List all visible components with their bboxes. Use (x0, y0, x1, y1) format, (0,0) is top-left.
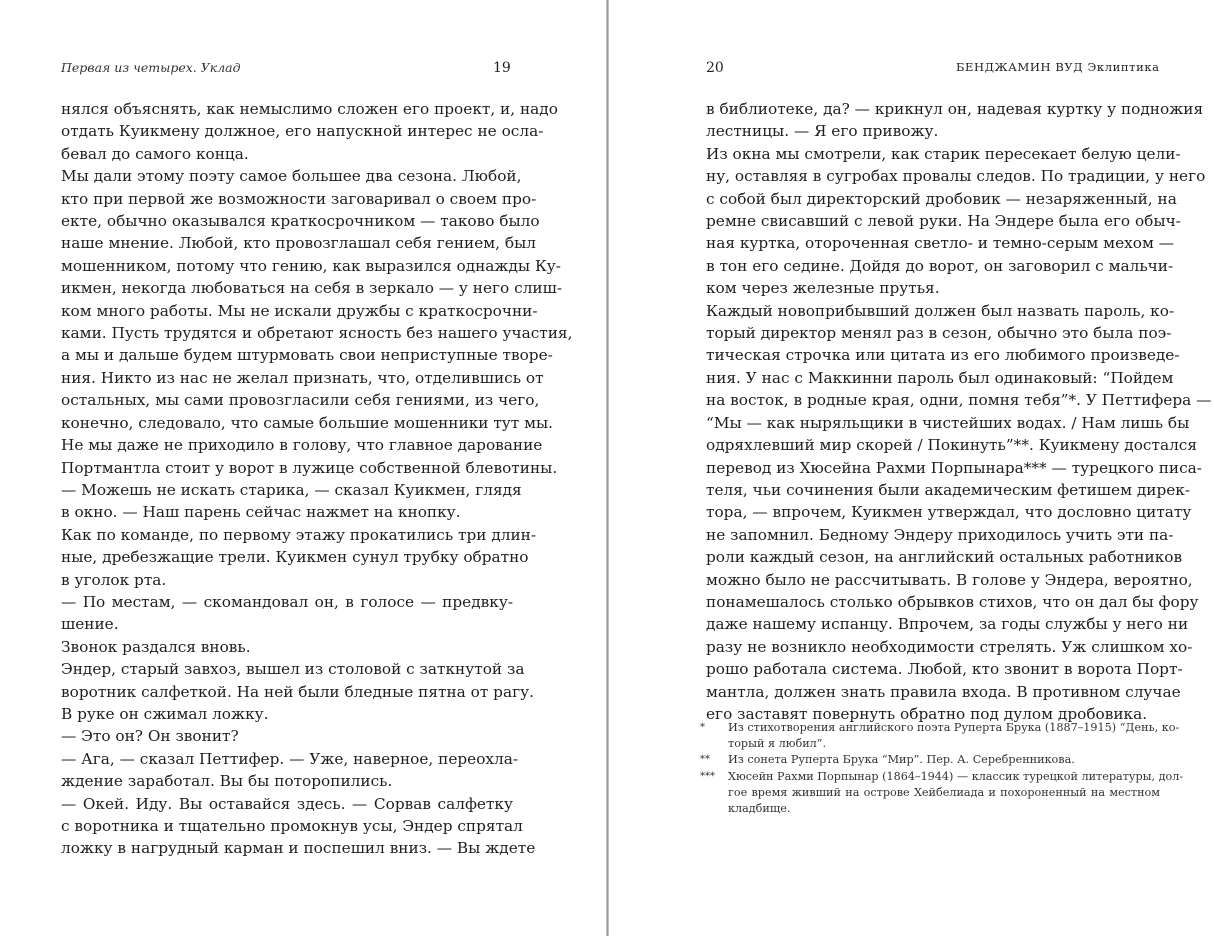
text-line: ные, дребезжащие трели. Куикмен сунул трубку обратно (61, 548, 529, 567)
footnote (700, 720, 1180, 752)
text-line: Мы дали этому поэту самое большее два сезона. Любой, (61, 167, 522, 186)
text-line: Портмантла стоит у ворот в лужице собственной блевотины. (61, 458, 558, 477)
text-line: ложку в нагрудный карман и поспешил вниз. — Вы ждете (61, 839, 536, 858)
text-line: ну, оставляя в сугробах провалы следов. По традиции, у него (706, 167, 1206, 186)
text-line: отдать Куикмену должное, его напускной интерес не осла- (61, 122, 544, 141)
text-line: Звонок раздался вновь. (61, 637, 251, 656)
text-line: Как по команде, по первому этажу прокатились три длин- (61, 525, 537, 544)
text-line: — Можешь не искать старика, — сказал Куикмен, глядя (61, 480, 522, 499)
text-line: Каждый новоприбывший должен был назвать пароль, ко- (706, 301, 1175, 320)
page-number-left: 19 (493, 60, 511, 76)
text-line: теля, чьи сочинения были академическим фетишем дирек- (706, 480, 1191, 499)
page-number-right: 20 (706, 60, 724, 76)
text-line: понамешалось столько обрывков стихов, что он дал бы фору (706, 592, 1199, 611)
footnote-line: Хюсейн Рахми Порпынар (1864–1944) — классик турецкой литературы, дол- (728, 769, 1184, 783)
text-line: В руке он сжимал ложку. (61, 704, 269, 723)
text-line: торый директор менял раз в сезон, обычно это была поэ- (706, 324, 1172, 343)
text-line: тическая строчка или цитата из его любимого произведе- (706, 346, 1180, 365)
body-text-left (61, 98, 573, 860)
text-line: разу не возникло необходимости стрелять. Уж слишком хо- (706, 637, 1193, 656)
text-line: кто при первой же возможности заговаривал о своем про- (61, 189, 537, 208)
text-line: ждение заработал. Вы бы поторопились. (61, 772, 393, 791)
footnote-line: Из сонета Руперта Брука “Мир”. Пер. А. Серебренникова. (728, 753, 1075, 767)
running-head-left: Первая из четырех. Уклад (61, 60, 241, 75)
text-line: его заставят повернуть обратно под дулом дробовика. (706, 704, 1148, 723)
text-line: остальных, мы сами провозгласили себя гениями, из чего, (61, 391, 540, 410)
text-line: шение. (61, 615, 119, 634)
text-line: ками. Пусть трудятся и обретают ясность без нашего участия, (61, 324, 573, 343)
text-line: воротник салфеткой. На ней были бледные пятна от рагу. (61, 682, 534, 701)
text-line: ная куртка, отороченная светло- и темно-серым мехом — (706, 234, 1175, 253)
text-line: в окно. — Наш парень сейчас нажмет на кнопку. (61, 503, 461, 522)
text-line: перевод из Хюсейна Рахми Порпынара*** — турецкого писа- (706, 458, 1202, 477)
text-line: конечно, следовало, что самые большие мошенники тут мы. (61, 413, 554, 432)
text-line: ния. У нас с Маккинни пароль был одинаковый: “Пойдем (706, 368, 1174, 387)
text-line: в тон его седине. Дойдя до ворот, он заговорил с мальчи- (706, 256, 1174, 275)
text-line: на восток, в родные края, одни, помня тебя”*. У Петтифера — (706, 391, 1212, 410)
text-line: тора, — впрочем, Куикмен утверждал, что дословно цитату (706, 503, 1192, 522)
footnote-line: торый я любил”. (728, 737, 827, 751)
footnotes (700, 720, 1184, 817)
footnote-mark: *** (700, 770, 715, 782)
running-head-right: БЕНДЖАМИН ВУД Эклиптика (956, 60, 1160, 74)
text-line: — По местам, — скомандовал он, в голосе — предвку- (61, 592, 513, 611)
text-line: мантла, должен знать правила входа. В противном случае (706, 682, 1181, 701)
text-line: ния. Никто из нас не желал признать, что, отделившись от (61, 368, 544, 387)
footnote (700, 769, 1184, 818)
text-line: Не мы даже не приходило в голову, что главное дарование (61, 436, 543, 455)
text-line: ком много работы. Мы не искали дружбы с краткосрочни- (61, 301, 538, 320)
text-line: ком через железные прутья. (706, 279, 940, 298)
text-line: “Мы — как ныряльщики в чистейших водах. / Нам лишь бы (706, 413, 1190, 432)
book-gutter (606, 0, 609, 936)
text-line: даже нашему испанцу. Впрочем, за годы службы у него ни (706, 615, 1189, 634)
text-line: рошо работала система. Любой, кто звонит в ворота Порт- (706, 660, 1183, 679)
text-line: в уголок рта. (61, 570, 167, 589)
text-line: Из окна мы смотрели, как старик пересекает белую цели- (706, 144, 1181, 163)
footnote-mark: ** (700, 754, 710, 766)
text-line: — Окей. Иду. Вы оставайся здесь. — Сорвав салфетку (61, 794, 513, 813)
text-line: с воротника и тщательно промокнув усы, Эндер спрятал (61, 817, 523, 835)
text-line: одряхлевший мир скорей / Покинуть”**. Куикмену достался (706, 436, 1198, 455)
text-line: роли каждый сезон, на английский остальных работников (706, 548, 1183, 567)
body-text-right (706, 98, 1212, 725)
text-line: с собой был директорский дробовик — незаряженный, на (706, 189, 1177, 208)
footnote (700, 752, 1160, 768)
footnote-mark: * (700, 722, 705, 733)
text-line: екте, обычно оказывался краткосрочником — таково было (61, 212, 540, 231)
text-line: лестницы. — Я его привожу. (706, 122, 939, 141)
text-line: — Ага, — сказал Петтифер. — Уже, наверное, переохла- (61, 749, 519, 768)
text-line: не запомнил. Бедному Эндеру приходилось учить эти па- (706, 525, 1174, 544)
footnote-line: гое время живший на острове Хейбелиада и похороненный на местном (728, 785, 1160, 799)
text-line: бевал до самого конца. (61, 144, 249, 163)
text-line: Эндер, старый завхоз, вышел из столовой с заткнутой за (61, 660, 525, 679)
text-line: ремне свисавший с левой руки. На Эндере была его обыч- (706, 212, 1181, 231)
text-line: нялся объяснять, как немыслимо сложен его проект, и, надо (61, 100, 558, 118)
footnote-line: Из стихотворения английского поэта Руперта Брука (1887–1915) “День, ко- (728, 721, 1180, 734)
text-line: можно было не рассчитывать. В голове у Эндера, вероятно, (706, 570, 1193, 589)
text-line: наше мнение. Любой, кто провозглашал себя гением, был (61, 234, 536, 253)
text-line: а мы и дальше будем штурмовать свои неприступные творе- (61, 346, 553, 365)
text-line: в библиотеке, да? — крикнул он, надевая куртку у подножия (706, 100, 1204, 118)
text-line: — Это он? Он звонит? (61, 727, 239, 746)
footnote-line: кладбище. (728, 802, 791, 816)
text-line: мошенником, потому что гению, как выразился однажды Ку- (61, 256, 561, 275)
right-page (610, 0, 1214, 936)
text-line: икмен, некогда любоваться на себя в зеркало — у него слиш- (61, 279, 562, 298)
